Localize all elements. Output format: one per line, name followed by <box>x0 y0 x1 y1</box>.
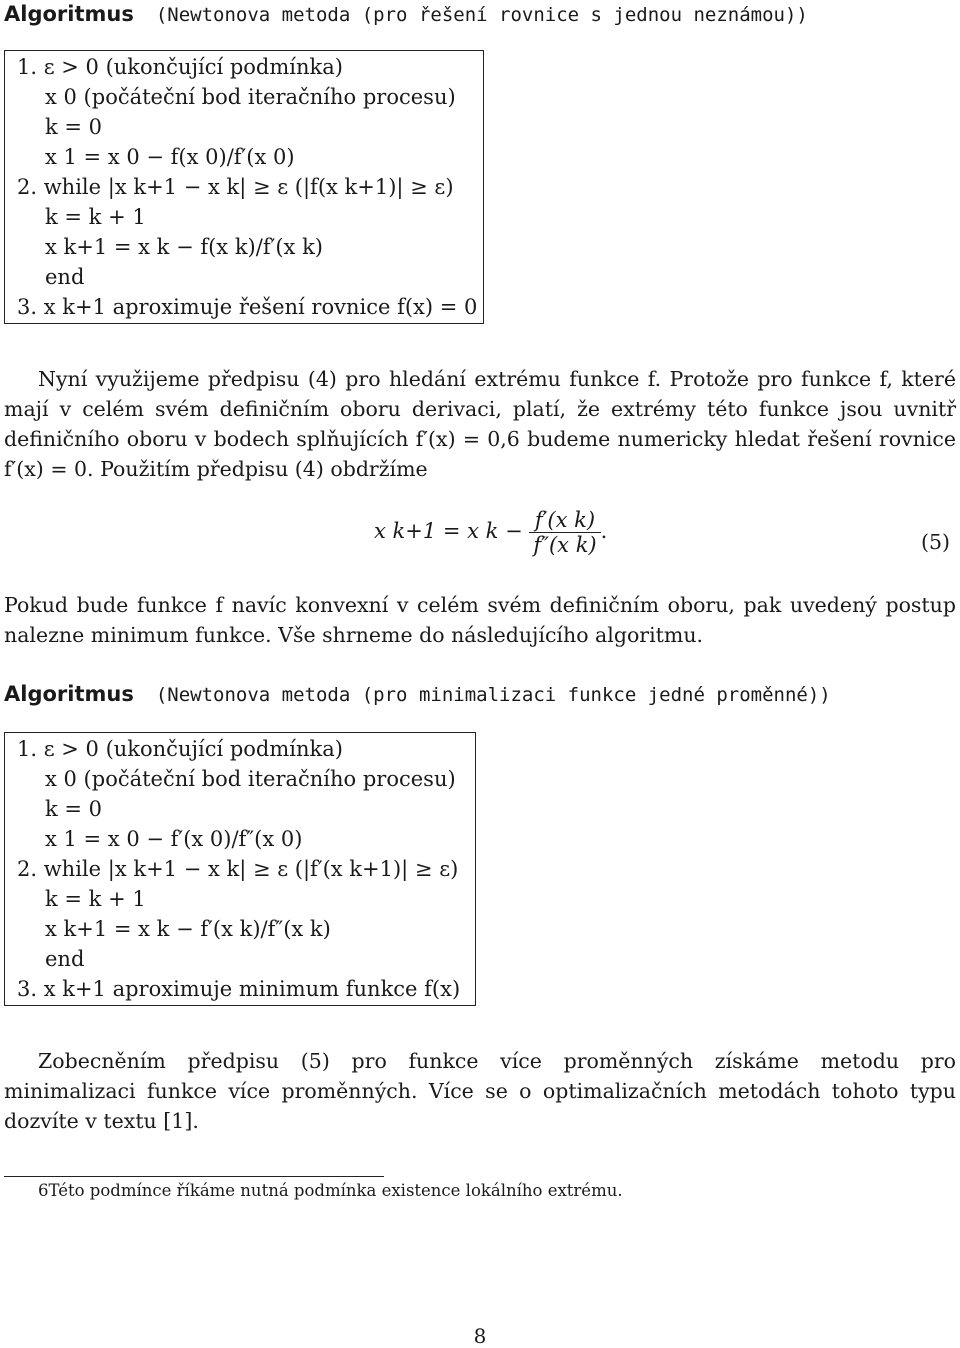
equation-5-period: . <box>600 519 608 543</box>
algorithm-label: Algoritmus <box>4 682 134 706</box>
footnote-rule <box>4 1176 384 1177</box>
algorithm-1-line: k = 0 <box>45 115 103 139</box>
equation-5-fraction <box>529 508 600 557</box>
algorithm-2-line: 1. ε > 0 (ukončující podmínka) <box>17 737 343 761</box>
algorithm-2-line: x 0 (počáteční bod iteračního procesu) <box>45 767 456 791</box>
algorithm-1-heading <box>4 2 808 26</box>
algorithm-1-line: x 1 = x 0 − f(x 0)/f′(x 0) <box>45 145 295 169</box>
algorithm-1-line: x 0 (počáteční bod iteračního procesu) <box>45 85 456 109</box>
paragraph-2-text: Pokud bude funkce f navíc konvexní v celém svém definičním oboru, pak uvedený postup nalezne minimum funkce. Vše shrneme do následujícího algoritmu. <box>4 593 956 647</box>
algorithm-2-line: x k+1 = x k − f′(x k)/f″(x k) <box>45 917 331 941</box>
algorithm-label: Algoritmus <box>4 2 134 26</box>
equation-5-numerator: f′(x k) <box>529 508 600 533</box>
equation-5-denominator: f″(x k) <box>533 533 597 557</box>
algorithm-2-line: k = 0 <box>45 797 103 821</box>
algorithm-1-line: k = k + 1 <box>45 205 146 229</box>
algorithm-1-line: 2. while |x k+1 − x k| ≥ ε (|f(x k+1)| ≥ ε) <box>17 175 454 199</box>
footnote-6: 6Této podmínce říkáme nutná podmínka existence lokálního extrému. <box>38 1181 623 1200</box>
paragraph-convex <box>4 590 956 650</box>
algorithm-1-line: 1. ε > 0 (ukončující podmínka) <box>17 55 343 79</box>
page-number: 8 <box>473 1324 487 1348</box>
algorithm-1-line: x k+1 = x k − f(x k)/f′(x k) <box>45 235 323 259</box>
algorithm-2-line: x 1 = x 0 − f′(x 0)/f″(x 0) <box>45 827 303 851</box>
algorithm-2-line: end <box>45 947 85 971</box>
algorithm-1-title: (Newtonova metoda (pro řešení rovnice s jednou neznámou)) <box>155 4 808 26</box>
algorithm-2-line: k = k + 1 <box>45 887 146 911</box>
equation-5-lhs: x k+1 = x k − <box>374 519 523 543</box>
algorithm-2-title: (Newtonova metoda (pro minimalizaci funkce jedné proměnné)) <box>155 684 831 706</box>
algorithm-2-line: 2. while |x k+1 − x k| ≥ ε (|f′(x k+1)| ≥ ε) <box>17 857 459 881</box>
equation-5-number: (5) <box>920 530 950 554</box>
paragraph-1-text: Nyní využijeme předpisu (4) pro hledání extrému funkce f. Protože pro funkce f, které mají v celém svém definičním oboru derivaci, platí, že extrémy této funkce jsou uvnitř definičního oboru v bodech splňujících f′(x) = 0,6 budeme numericky hledat řešení rovnice f′(x) = 0. Použitím předpisu (4) obdržíme <box>4 367 956 481</box>
paragraph-3-text: Zobecněním předpisu (5) pro funkce více proměnných získáme metodu pro minimalizaci funkce více proměnných. Více se o optimalizačních metodách tohoto typu dozvíte v textu [1]. <box>4 1049 956 1133</box>
algorithm-1-box <box>4 50 484 324</box>
paragraph-generalization <box>4 1046 956 1136</box>
algorithm-2-heading <box>4 682 831 706</box>
algorithm-1-line: end <box>45 265 85 289</box>
equation-5-expression <box>374 508 607 557</box>
algorithm-2-line: 3. x k+1 aproximuje minimum funkce f(x) <box>17 977 461 1001</box>
algorithm-1-line: 3. x k+1 aproximuje řešení rovnice f(x) = 0 <box>17 295 478 319</box>
paragraph-extremum <box>4 364 956 484</box>
equation-5 <box>4 508 956 578</box>
algorithm-2-box <box>4 732 476 1006</box>
